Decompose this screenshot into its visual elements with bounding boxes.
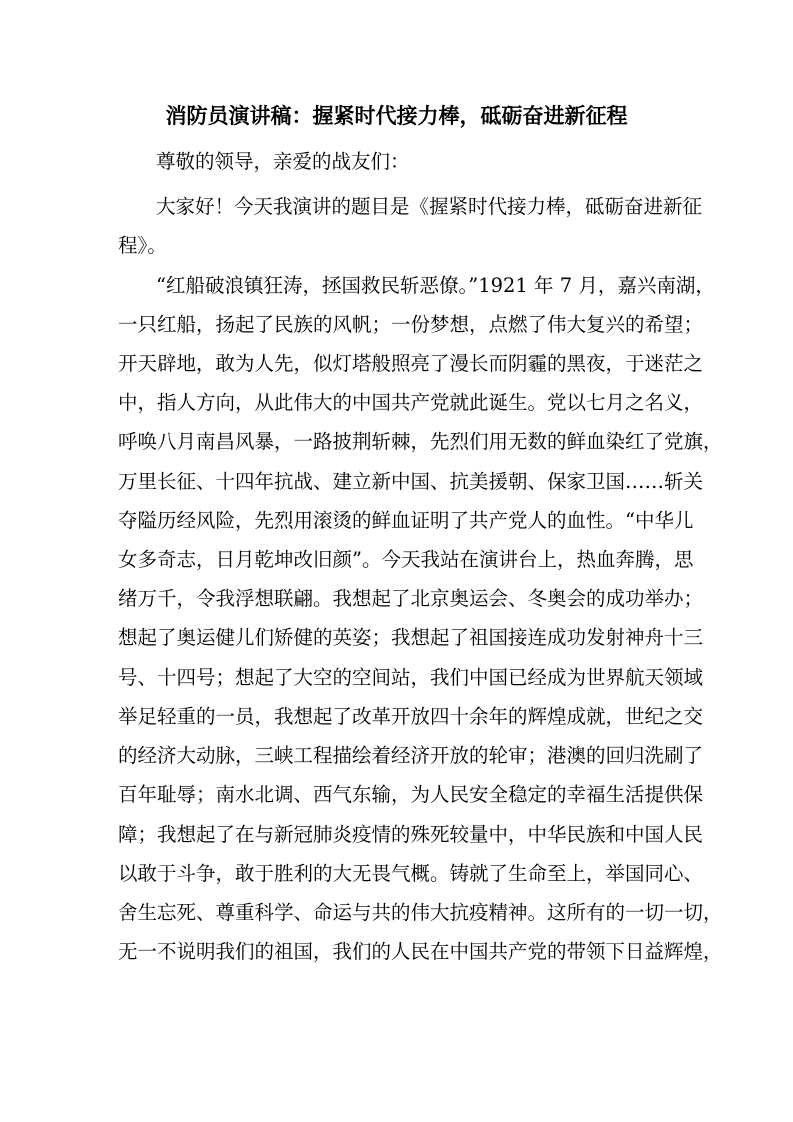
body-line: 呼唤八月南昌风暴，一路披荆斩棘，先烈们用无数的鲜血染红了党旗，: [118, 430, 723, 453]
intro-line: 大家好！今天我演讲的题目是《握紧时代接力棒，砥砺奋进新征: [156, 195, 703, 218]
body-line: 夺隘历经风险，先烈用滚烫的鲜血证明了共产党人的血性。“中华儿: [118, 509, 694, 532]
body-line: 的经济大动脉，三峡工程描绘着经济开放的轮审；港澳的回归洗刷了: [118, 744, 704, 767]
body-line: 开天辟地，敢为人先，似灯塔般照亮了漫长而阴霾的黑夜，于迷茫之: [118, 352, 704, 375]
body-line: 绪万千，令我浮想联翩。我想起了北京奥运会、冬奥会的成功举办；: [118, 587, 704, 610]
body-line: 无一不说明我们的祖国，我们的人民在中国共产党的带领下日益辉煌，: [118, 940, 723, 963]
document-title: 消防员演讲稿：握紧时代接力棒，砥砺奋进新征程: [165, 103, 628, 128]
body-line: 舍生忘死、尊重科学、命运与共的伟大抗疫精神。这所有的一切一切，: [118, 901, 723, 924]
body-line: 以敢于斗争，敢于胜利的大无畏气概。铸就了生命至上，举国同心、: [118, 862, 704, 885]
intro-line: 程》。: [118, 234, 167, 257]
body-line: 障；我想起了在与新冠肺炎疫情的殊死较量中，中华民族和中国人民: [118, 823, 704, 846]
body-line: 想起了奥运健儿们矫健的英姿；我想起了祖国接连成功发射神舟十三: [118, 626, 704, 649]
body-line: 女多奇志，日月乾坤改旧颜”。今天我站在演讲台上，热血奔腾，思: [118, 548, 694, 571]
body-line: 百年耻辱；南水北调、西气东输，为人民安全稳定的幸福生活提供保: [118, 783, 704, 806]
salutation: 尊敬的领导，亲爱的战友们：: [156, 150, 410, 173]
body-line: 号、十四号；想起了大空的空间站，我们中国已经成为世界航天领域: [118, 666, 704, 689]
body-line: 中，指人方向，从此伟大的中国共产党就此诞生。党以七月之名义，: [118, 391, 704, 414]
body-line: 举足轻重的一员，我想起了改革开放四十余年的辉煌成就，世纪之交: [118, 705, 704, 728]
body-line: “红船破浪镇狂涛，拯国救民斩恶僚。”1921 年 7 月，嘉兴南湖，: [156, 274, 715, 297]
body-line: 万里长征、十四年抗战、建立新中国、抗美援朝、保家卫国……斩关: [118, 470, 704, 493]
body-line: 一只红船，扬起了民族的风帆；一份梦想，点燃了伟大复兴的希望；: [118, 313, 704, 336]
